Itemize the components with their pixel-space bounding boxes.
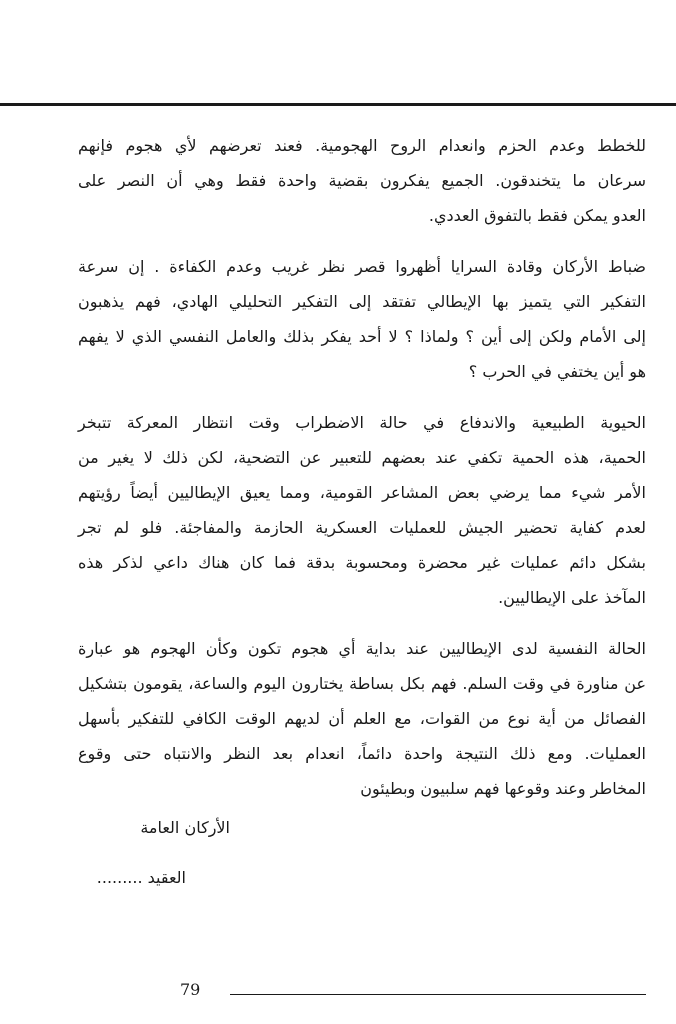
footer-rule	[230, 994, 646, 995]
text-line: لعدم كفاية تحضير الجيش للعمليات العسكرية الحازمة والمفاجئة. فلو لم تجر	[78, 518, 646, 537]
header-rule	[0, 103, 676, 106]
text-line: سرعان ما يتخندقون. الجميع يفكرون بقضية واحدة فقط وهي أن النصر على	[78, 171, 646, 190]
body-text	[78, 128, 646, 806]
text-line: إلى الأمام ولكن إلى أين ؟ ولماذا ؟ لا أحد يفكر بذلك والعامل النفسي الذي لا يفهم	[78, 327, 646, 346]
text-line: ضباط الأركان وقادة السرايا أظهروا قصر نظر غريب وعدم الكفاءة . إن سرعة	[78, 257, 646, 276]
paragraph-3	[78, 405, 646, 615]
text-line: الحالة النفسية لدى الإيطاليين عند بداية أي هجوم تكون وكأن الهجوم هو عبارة	[78, 639, 646, 658]
paragraph-2	[78, 249, 646, 389]
text-line: المآخذ على الإيطاليين.	[498, 588, 646, 607]
text-line: الأمر شيء مما يرضي بعض المشاعر القومية، ومما يعيق الإيطاليين أيضاً رؤيتهم	[78, 483, 646, 502]
page-number: 79	[180, 980, 201, 999]
text-line: بشكل دائم عمليات غير محضرة ومحسوبة بدقة فما كان هناك داعي لذكر هذه	[78, 553, 646, 572]
signature-rank: العقيد .........	[96, 868, 186, 887]
text-line: التفكير التي يتميز بها الإيطالي تفتقد إلى التفكير التحليلي الهادي، فهم يذهبون	[78, 292, 646, 311]
text-line: للخطط وعدم الحزم وانعدام الروح الهجومية. فعند تعرضهم لأي هجوم فإنهم	[78, 136, 646, 155]
text-line: المخاطر وعند وقوعها فهم سلبيون وبطيئون	[360, 779, 646, 798]
text-line: عن مناورة في وقت السلم. فهم بكل بساطة يختارون اليوم والساعة، يقومون بتشكيل	[78, 674, 646, 693]
text-line: العدو يمكن فقط بالتفوق العددي.	[428, 206, 646, 225]
paragraph-1	[78, 128, 646, 233]
paragraph-4	[78, 631, 646, 806]
text-line: الحيوية الطبيعية والاندفاع في حالة الاضطراب وقت انتظار المعركة تتبخر	[78, 413, 646, 432]
text-line: هو أين يختفي في الحرب ؟	[468, 362, 646, 381]
signature-department: الأركان العامة	[140, 818, 230, 837]
text-line: العمليات. ومع ذلك النتيجة واحدة دائماً، انعدام بعد النظر والانتباه حتى وقوع	[78, 744, 646, 763]
text-line: الحمية، هذه الحمية تكفي عند بعضهم للتعبير عن التضحية، لكن ذلك لا يغير من	[78, 448, 646, 467]
text-line: الفصائل من أية نوع من القوات، مع العلم أن لديهم الوقت الكافي للتفكير بأسهل	[78, 709, 646, 728]
